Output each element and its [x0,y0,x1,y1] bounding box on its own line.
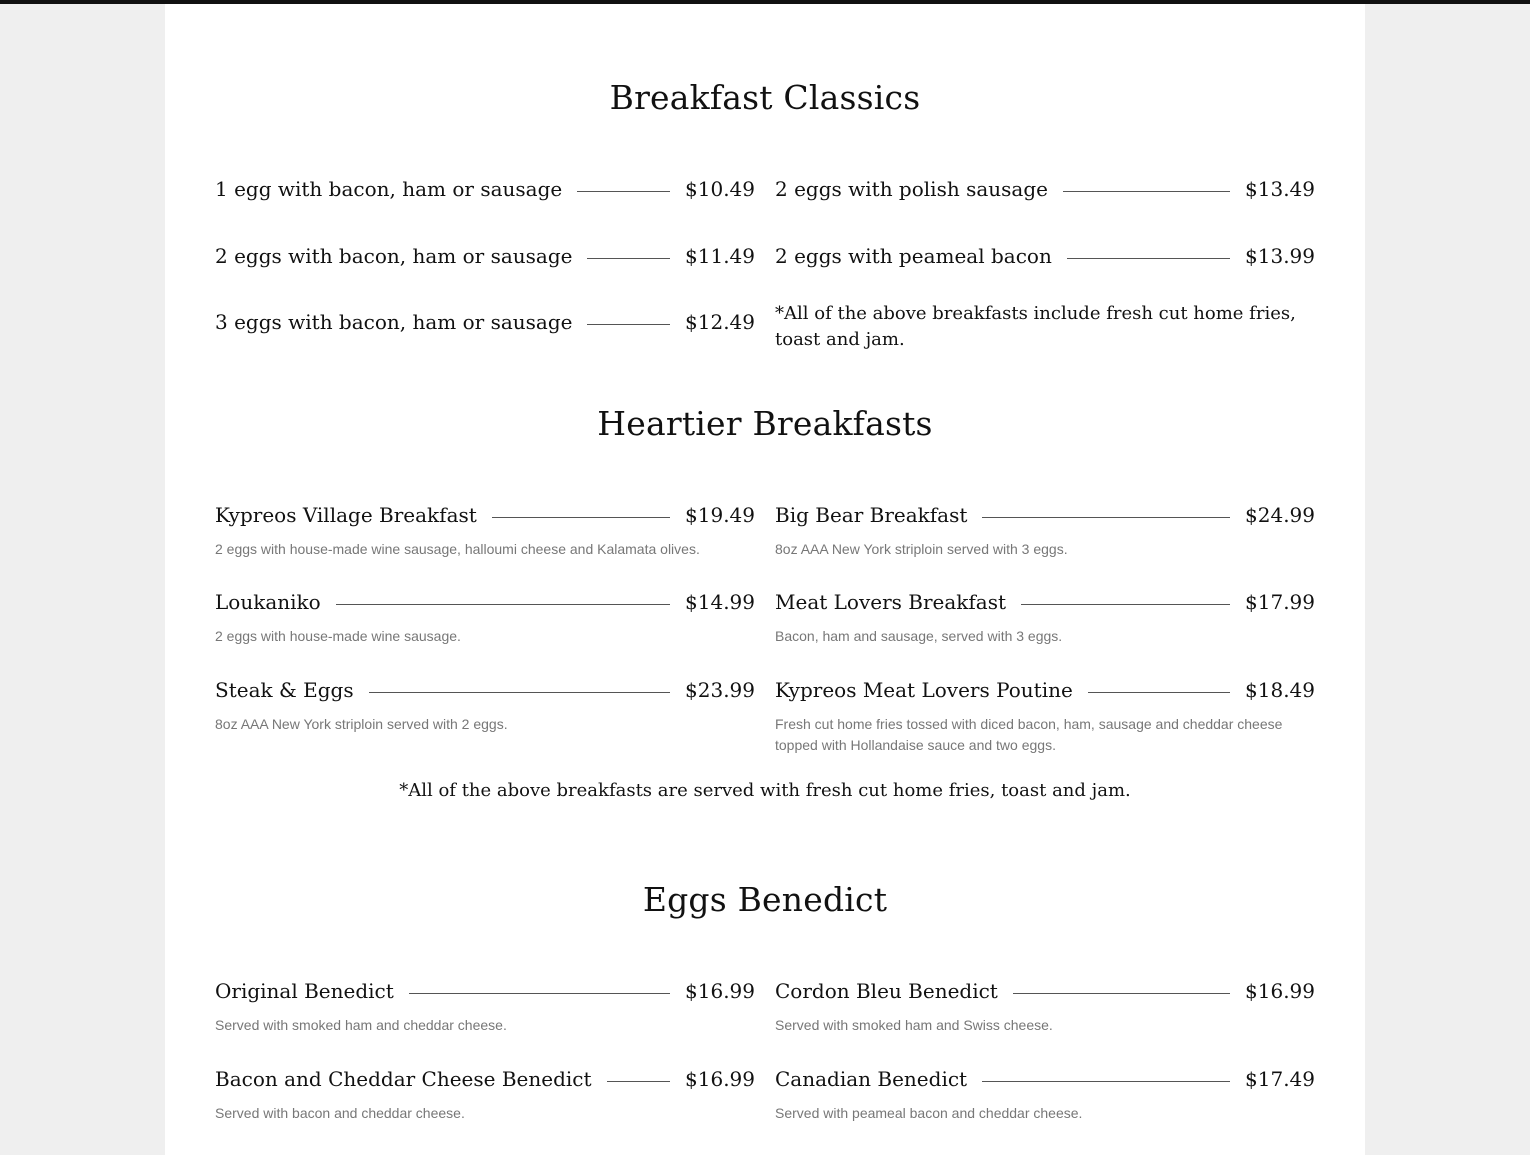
menu-item [775,1064,1315,1124]
leader-line [409,993,670,994]
item-price: $19.49 [685,503,755,527]
menu-item [215,587,755,647]
leader-line [607,1081,670,1082]
item-description: Served with bacon and cheddar cheese. [215,1105,465,1121]
leader-line [587,324,670,325]
item-price: $16.99 [685,1067,755,1091]
item-name: 2 eggs with polish sausage [775,177,1048,201]
item-name: Meat Lovers Breakfast [775,590,1007,614]
leader-line [577,191,670,192]
leader-line [587,258,670,259]
item-description: 2 eggs with house-made wine sausage, halloumi cheese and Kalamata olives. [215,541,700,557]
item-name: 2 eggs with peameal bacon [775,244,1052,268]
leader-line [982,1081,1230,1082]
item-price: $23.99 [685,678,755,702]
menu-item [215,174,755,204]
menu-item [775,241,1315,271]
item-price: $12.49 [685,310,755,334]
item-name: Loukaniko [215,590,321,614]
item-price: $14.99 [685,590,755,614]
section-note: *All of the above breakfasts are served with fresh cut home fries, toast and jam. [399,780,1131,801]
leader-line [1021,604,1230,605]
item-name: Big Bear Breakfast [775,503,968,527]
section-title-breakfast-classics: Breakfast Classics [609,78,921,117]
section-title-heartier-breakfasts: Heartier Breakfasts [597,404,933,443]
item-name: Cordon Bleu Benedict [775,979,998,1003]
item-name: Steak & Eggs [215,678,354,702]
menu-item [215,500,755,560]
item-price: $13.99 [1245,244,1315,268]
item-price: $17.49 [1245,1067,1315,1091]
item-name: Bacon and Cheddar Cheese Benedict [215,1067,592,1091]
leader-line [982,517,1230,518]
item-description: Served with peameal bacon and cheddar cheese. [775,1105,1083,1121]
item-price: $16.99 [685,979,755,1003]
item-name: Kypreos Meat Lovers Poutine [775,678,1073,702]
menu-item [775,587,1315,647]
menu-item [215,241,755,271]
item-price: $13.49 [1245,177,1315,201]
leader-line [1063,191,1230,192]
item-price: $10.49 [685,177,755,201]
leader-line [336,604,670,605]
leader-line [1067,258,1230,259]
leader-line [1088,692,1230,693]
item-name: 1 egg with bacon, ham or sausage [215,177,563,201]
item-price: $18.49 [1245,678,1315,702]
menu-item [215,976,755,1036]
menu-item [775,500,1315,560]
menu-item [215,307,755,337]
item-description: Bacon, ham and sausage, served with 3 eggs. [775,628,1063,644]
item-name: 3 eggs with bacon, ham or sausage [215,310,573,334]
section-note: *All of the above breakfasts include fresh cut home fries, toast and jam. [775,303,1296,350]
item-description: Served with smoked ham and cheddar cheese. [215,1017,507,1033]
item-price: $24.99 [1245,503,1315,527]
item-description: 8oz AAA New York striploin served with 3 eggs. [775,541,1068,557]
item-description: Fresh cut home fries tossed with diced bacon, ham, sausage and cheddar cheese topped with Hollandaise sauce and two eggs. [775,716,1283,753]
item-price: $16.99 [1245,979,1315,1003]
menu-item [215,675,755,735]
menu-item [775,976,1315,1036]
item-price: $17.99 [1245,590,1315,614]
menu-item [775,675,1315,756]
item-description: 8oz AAA New York striploin served with 2 eggs. [215,716,508,732]
leader-line [369,692,670,693]
section-title-eggs-benedict: Eggs Benedict [642,880,888,919]
item-name: Kypreos Village Breakfast [215,503,477,527]
menu-page [165,4,1365,1155]
menu-item [215,1064,755,1124]
leader-line [1013,993,1230,994]
item-name: 2 eggs with bacon, ham or sausage [215,244,573,268]
item-name: Original Benedict [215,979,394,1003]
menu-item [775,174,1315,204]
item-description: Served with smoked ham and Swiss cheese. [775,1017,1053,1033]
item-name: Canadian Benedict [775,1067,968,1091]
item-price: $11.49 [685,244,755,268]
item-description: 2 eggs with house-made wine sausage. [215,628,461,644]
leader-line [492,517,670,518]
